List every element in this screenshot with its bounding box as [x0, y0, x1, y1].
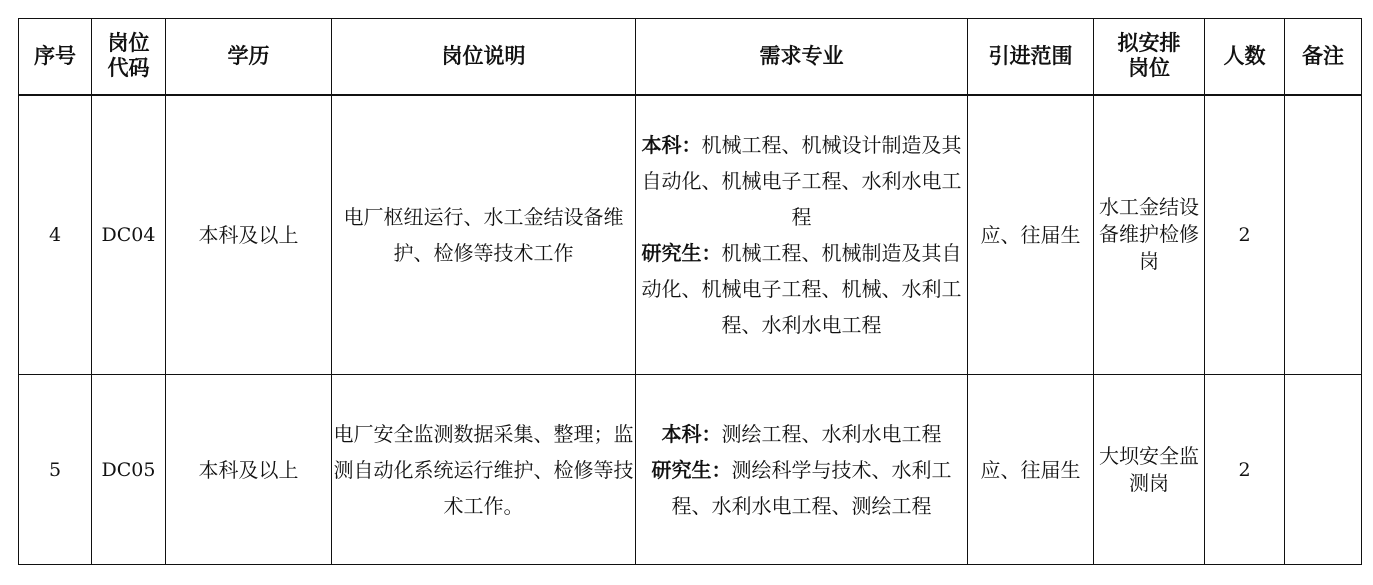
cell-scope: 应、往届生: [968, 95, 1094, 375]
cell-education: 本科及以上: [166, 375, 332, 565]
cell-remarks: [1285, 375, 1362, 565]
cell-count: 2: [1205, 375, 1285, 565]
cell-position: 水工金结设备维护检修岗: [1094, 95, 1205, 375]
header-code: [92, 19, 166, 95]
table-row: [19, 95, 1362, 375]
majors-grad-label: 研究生：: [641, 240, 722, 265]
table-row: [19, 375, 1362, 565]
majors-grad: 机械工程、机械制造及其自动化、机械电子工程、机械、水利工程、水利水电工程: [641, 240, 962, 337]
cell-majors: [636, 375, 968, 565]
header-code-line2: 代码: [107, 56, 150, 81]
cell-seq: 4: [19, 95, 92, 375]
cell-description: 电厂枢纽运行、水工金结设备维护、检修等技术工作: [332, 95, 636, 375]
cell-code: DC05: [92, 375, 166, 565]
majors-grad-label: 研究生：: [651, 457, 732, 482]
cell-description: 电厂安全监测数据采集、整理；监测自动化系统运行维护、检修等技术工作。: [332, 375, 636, 565]
cell-position: 大坝安全监测岗: [1094, 375, 1205, 565]
header-description: 岗位说明: [332, 19, 636, 95]
header-position-line2: 岗位: [1128, 56, 1170, 81]
majors-undergrad: 测绘工程、水利水电工程: [721, 421, 942, 446]
header-seq: 序号: [19, 19, 92, 95]
recruitment-table: [18, 18, 1362, 565]
header-position-line1: 拟安排: [1117, 31, 1181, 56]
cell-code: DC04: [92, 95, 166, 375]
cell-scope: 应、往届生: [968, 375, 1094, 565]
cell-seq: 5: [19, 375, 92, 565]
header-majors: 需求专业: [636, 19, 968, 95]
cell-count: 2: [1205, 95, 1285, 375]
cell-education: 本科及以上: [166, 95, 332, 375]
cell-remarks: [1285, 95, 1362, 375]
header-row: [19, 19, 1362, 95]
header-remarks: 备注: [1285, 19, 1362, 95]
majors-undergrad: 机械工程、机械设计制造及其自动化、机械电子工程、水利水电工程: [641, 132, 962, 229]
header-education: 学历: [166, 19, 332, 95]
cell-majors: [636, 95, 968, 375]
majors-undergrad-label: 本科：: [641, 132, 702, 157]
majors-undergrad-label: 本科：: [661, 421, 722, 446]
header-position: [1094, 19, 1205, 95]
header-scope: 引进范围: [968, 19, 1094, 95]
header-count: 人数: [1205, 19, 1285, 95]
majors-grad: 测绘科学与技术、水利工程、水利水电工程、测绘工程: [671, 457, 952, 518]
header-code-line1: 岗位: [107, 31, 150, 56]
